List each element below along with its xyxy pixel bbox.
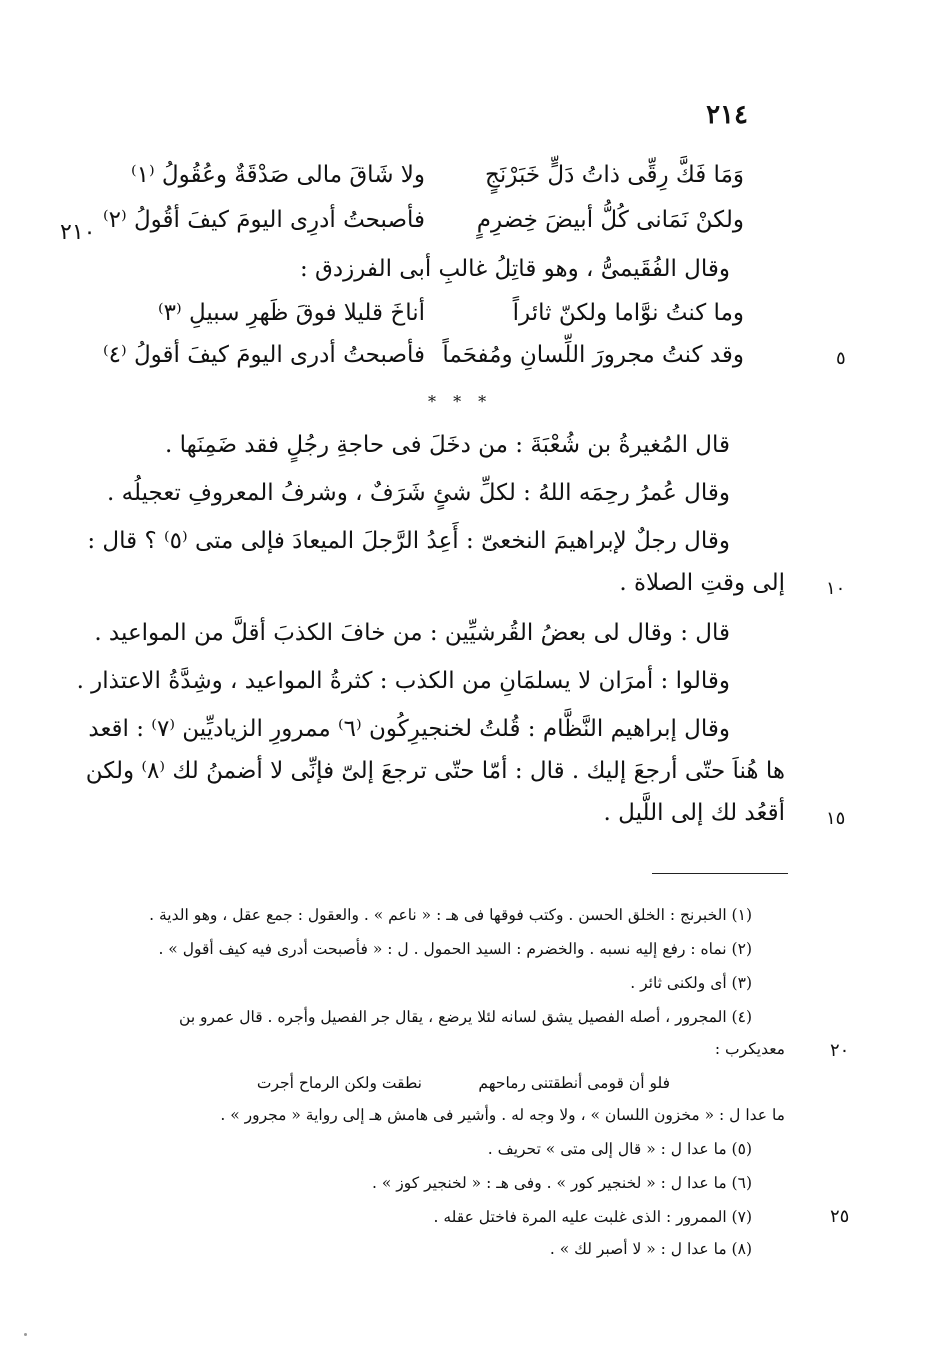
prose-line-3: وقال رجلٌ لإبراهيمَ النخعىّ : أَعِدُ الرَّجلَ الميعادَ فإلى متى ⁽٥⁾ ؟ قال : <box>87 528 730 554</box>
prose-line-6: وقالوا : أمرَان لا يسلمَانِ من الكذب : كثرةُ المواعيد ، وشِدَّةُ الاعتذار . <box>76 668 730 694</box>
footnote-3: (٣) أى ولكنى ثائر . <box>630 974 752 992</box>
prose-line-9: أقعُد لك إلى اللَّيل . <box>603 800 785 826</box>
page-number: ٢١٤ <box>706 100 748 130</box>
prose-line-1: قال المُغيرةُ بن شُعْبَةَ : من دخَلَ فى حاجةِ رجُلٍ فقد ضَمِنَها . <box>165 432 730 458</box>
footnote-1: (١) الخبرنج : الخلق الحسن . وكتب فوقها فى هـ : « ناعم » . والعقول : جمع عقل ، وهو الدية . <box>149 906 752 924</box>
verse-1-hemistich-b: ولا شَاقَ مالى صَدْقَةٌ وعُقُولُ ⁽١⁾ <box>130 162 425 188</box>
prose-line-8: ها هُناَ حتّى أرجعَ إليك . قال : أمّا حتّى ترجعَ إلىّ فإنِّى لا أضمنُ لك ⁽٨⁾ ولكن <box>85 758 785 784</box>
verse-2-hemistich-a: ولكنْ نَمَانى كُلُّ أبيضَ خِضرِمٍ <box>476 207 744 233</box>
prose-line-5: قال : وقال لى بعضُ القُرشيِّين : من خافَ الكذبَ أقلَّ من المواعيد . <box>94 620 730 646</box>
prose-line-2: وقال عُمرُ رحِمَه اللهُ : لكلِّ شئٍ شَرَفٌ ، وشرفُ المعروفِ تعجيلُه . <box>107 480 730 506</box>
footnote-4: (٤) المجرور ، أصله الفصيل يشق لسانه لئلا يرضع ، يقال جر الفصيل وأجره . قال عمرو بن <box>179 1008 752 1026</box>
prose-line-4: إلى وقتِ الصلاة . <box>619 570 785 596</box>
footnote-4-note: ما عدا ل : « مخزون اللسان » ، ولا وجه له . وأشير فى هامش هـ إلى رواية « مجرور » . <box>220 1106 785 1124</box>
verse-4-hemistich-b: فأصبحتُ أدرى اليومَ كيفَ أقولُ ⁽٤⁾ <box>102 342 425 368</box>
line-number-5: ٥ <box>836 348 846 369</box>
footnote-5: (٥) ما عدا ل : « قال إلى متى » تحريف . <box>487 1140 752 1158</box>
verse-1-hemistich-a: وَمَا فَكَّ رِقِّى ذاتُ دَلٍّ خَبَرْنَجٍ <box>485 162 744 188</box>
line-number-15: ١٥ <box>826 808 846 829</box>
footnote-separator <box>652 873 788 874</box>
verse-4-hemistich-a: وقد كنتُ مجرورَ اللِّسانِ ومُفحَماً <box>442 342 744 368</box>
footnote-4-continued: معديكرب : <box>714 1040 785 1058</box>
scan-speck <box>24 1333 27 1336</box>
footnote-7: (٧) الممرور : الذى غلبت عليه المرة فاختل عقله . <box>433 1208 752 1226</box>
verse-3-hemistich-b: أناخَ قليلا فوقَ ظَهرِ سبيلِ ⁽٣⁾ <box>157 300 425 326</box>
prose-line-7: وقال إبراهيم النَّظَّام : قُلتُ لخنجيرِكُون ⁽٦⁾ ممرورِ الزياديِّين ⁽٧⁾ : اقعد <box>88 716 730 742</box>
section-separator-stars: * * * <box>428 392 493 411</box>
footnote-verse-hemistich-a: فلو أن قومى أنطقتنى رماحهم <box>478 1074 670 1092</box>
line-number-10: ١٠ <box>826 578 846 599</box>
footnote-6: (٦) ما عدا ل : « لخنجير كور » . وفى هـ : « لخنجير كوز » . <box>372 1174 752 1192</box>
line-number-25: ٢٥ <box>830 1206 850 1227</box>
footnote-verse-hemistich-b: نطقت ولكن الرماح أجرت <box>256 1074 422 1092</box>
margin-note: ٢١٠ <box>60 220 96 245</box>
footnote-2: (٢) نماه : رفع إليه نسبه . والخضرم : السيد الحمول . ل : « فأصبحت أدرى فيه كيف أقول » . <box>158 940 752 958</box>
verse-3-hemistich-a: وما كنتُ نوَّاما ولكنّ ثائراً <box>512 300 744 326</box>
line-number-20: ٢٠ <box>830 1040 850 1061</box>
intro-line: وقال الفُقَيمىُّ ، وهو قاتِلُ غالبِ أبى الفرزدق : <box>299 256 730 282</box>
footnote-8: (٨) ما عدا ل : « لا أصبر لك » . <box>549 1240 752 1258</box>
verse-2-hemistich-b: فأصبحتُ أدرِى اليومَ كيفَ أقُولُ ⁽٢⁾ <box>102 207 425 233</box>
